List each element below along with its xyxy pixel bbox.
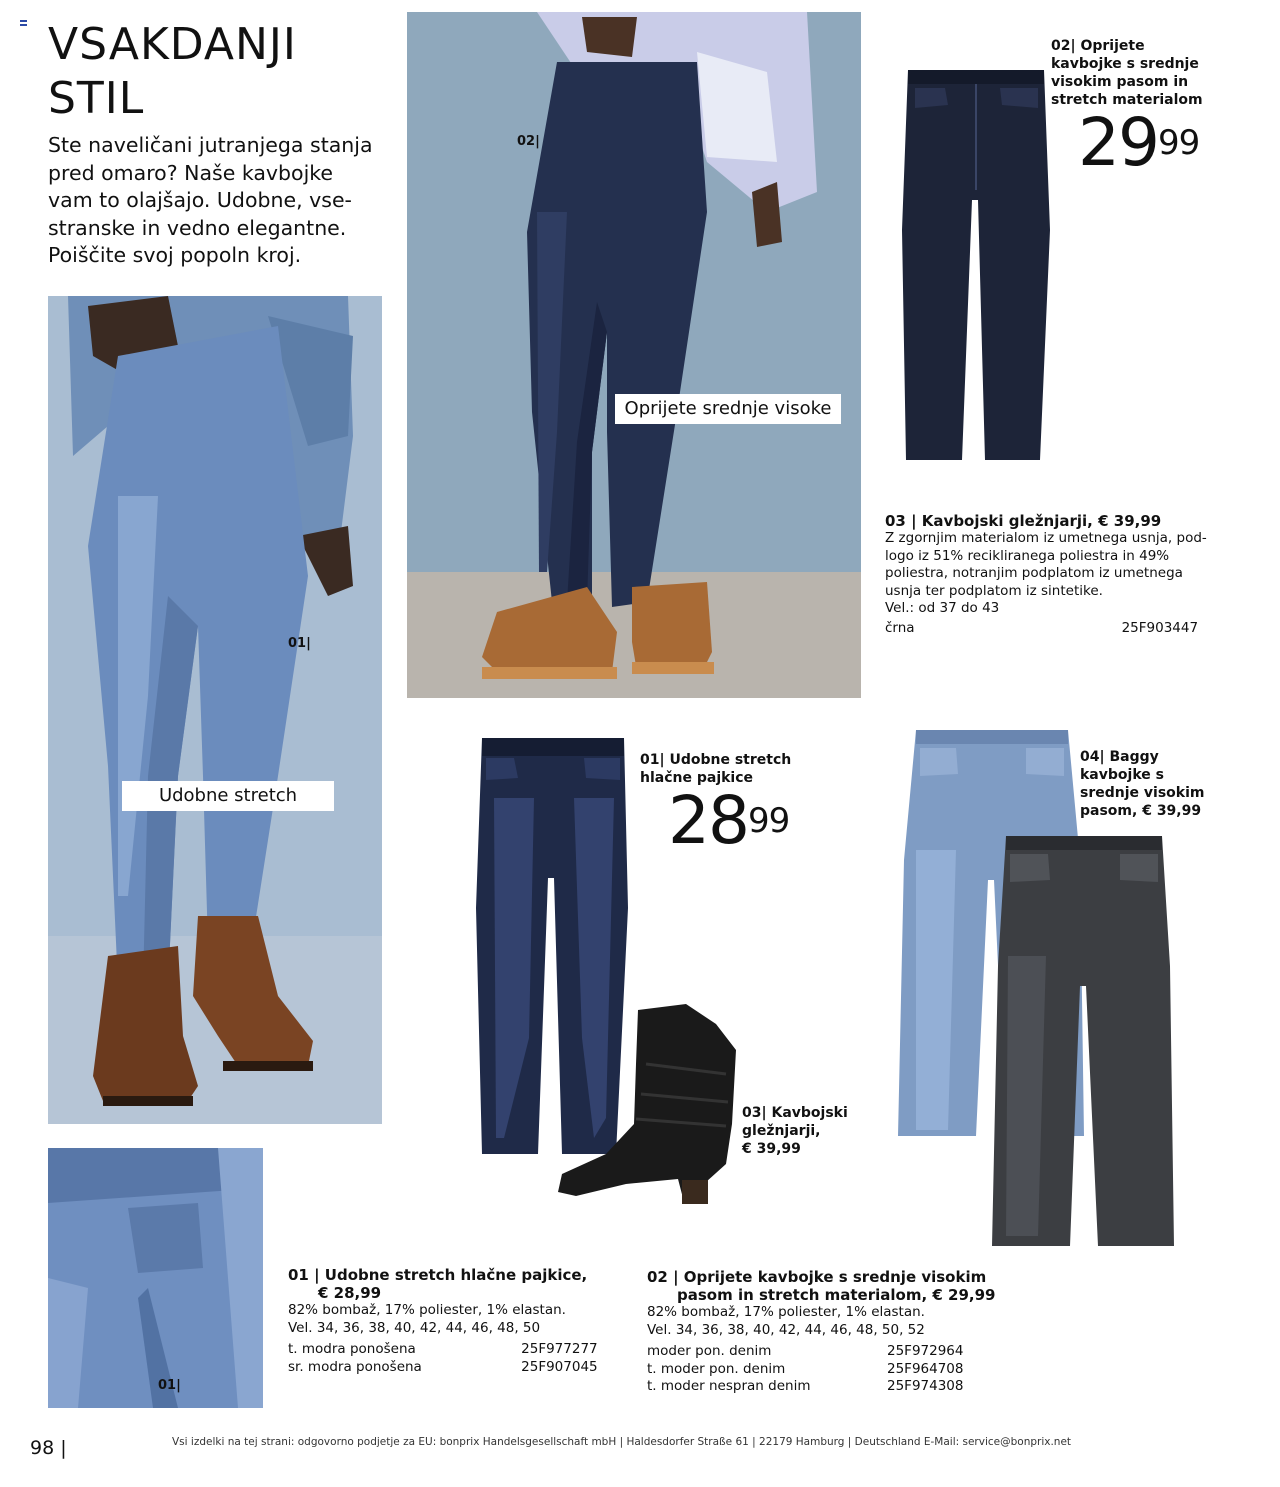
caption-line: kavbojke s	[1080, 767, 1164, 783]
cowboy-boot-image	[556, 1004, 740, 1208]
product-image-baggy-jeans-grey	[992, 836, 1176, 1246]
detail-line: Vel.: od 37 do 43	[885, 600, 1000, 616]
variant-code: 25F964708	[887, 1360, 964, 1377]
variant-row	[647, 1378, 1007, 1396]
price-main: 29	[1078, 104, 1158, 181]
product-02-caption	[1051, 37, 1221, 109]
variant-code: 25F977277	[521, 1341, 598, 1357]
photo-leggings-back-detail-image	[48, 1148, 263, 1408]
variant-code: 25F972964	[887, 1343, 964, 1359]
product-image-cowboy-boot	[556, 1004, 740, 1208]
page-title-line: STIL	[48, 73, 145, 124]
detail-line: Z zgornjim materialom iz umetnega usnja, pod-	[885, 530, 1207, 546]
product-02-price	[1078, 104, 1200, 181]
detail-line: usnja ter podplatom iz sintetike.	[885, 582, 1103, 599]
variant-name: črna	[885, 619, 915, 636]
detail-line: 82% bombaž, 17% poliester, 1% elastan.	[647, 1304, 925, 1320]
price-cents: 99	[1157, 123, 1200, 163]
photo-model-skinny-jeans-image	[407, 12, 861, 698]
page-title-line: VSAKDANJI	[48, 19, 297, 70]
variant-row	[288, 1341, 628, 1359]
photo-overlay-label: Oprijete srednje visoke	[615, 394, 841, 424]
price-main: 28	[668, 782, 748, 859]
detail-title-sub: pasom in stretch materialom, € 29,99	[677, 1286, 996, 1304]
product-image-skinny-jeans	[900, 70, 1052, 460]
variant-name: t. moder pon. denim	[647, 1360, 786, 1377]
detail-line: Vel. 34, 36, 38, 40, 42, 44, 46, 48, 50	[288, 1319, 541, 1336]
detail-block-01	[288, 1266, 628, 1376]
caption-line: stretch materialom	[1051, 92, 1203, 108]
page-number: 98 |	[30, 1437, 67, 1459]
caption-line: pasom, € 39,99	[1080, 803, 1202, 819]
flag-mark	[20, 20, 27, 26]
product-01-price	[668, 782, 790, 859]
variant-name: sr. modra ponošena	[288, 1358, 422, 1375]
detail-line: 82% bombaž, 17% poliester, 1% elastan.	[288, 1302, 566, 1318]
detail-title	[647, 1268, 1007, 1304]
product-03-caption	[742, 1104, 852, 1158]
detail-title: 03 | Kavbojski gležnjarji, € 39,99	[885, 512, 1162, 530]
caption-line: gležnjarji,	[742, 1123, 821, 1139]
intro-text: Ste naveličani jutranjega stanja pred omaro? Naše kavbojke vam to olajšajo. Udobne, vse-stranske in vedno elegantne. Poiščite svoj popoln kroj.	[48, 133, 373, 267]
caption-line: 01| Udobne stretch	[640, 752, 792, 768]
baggy-jeans-grey-image	[992, 836, 1176, 1246]
detail-line: poliestra, notranjim podplatom iz umetnega	[885, 565, 1183, 581]
variant-name: t. modra ponošena	[288, 1341, 416, 1357]
variant-code: 25F903447	[1121, 619, 1199, 636]
detail-block-02	[647, 1268, 1007, 1396]
page-title	[48, 18, 368, 126]
photo-number-label: 01|	[288, 636, 311, 651]
caption-line: srednje visokim	[1080, 785, 1205, 801]
variant-name: moder pon. denim	[647, 1343, 772, 1359]
caption-line: visokim pasom in	[1051, 74, 1189, 90]
photo-leggings-back-detail	[48, 1148, 263, 1408]
variant-row	[288, 1359, 628, 1377]
price-cents: 99	[747, 801, 790, 841]
photo-model-skinny-jeans	[407, 12, 861, 698]
detail-title	[288, 1266, 628, 1302]
variant-row	[885, 620, 1230, 638]
photo-number-label: 02|	[517, 134, 540, 149]
detail-title-main: 02 | Oprijete kavbojke s srednje visokim	[647, 1268, 987, 1286]
caption-line: € 39,99	[742, 1141, 801, 1157]
detail-block-03	[885, 512, 1230, 637]
caption-line: hlačne pajkice	[640, 770, 754, 786]
product-04-caption	[1080, 748, 1220, 820]
detail-title-sub: € 28,99	[318, 1284, 382, 1302]
photo-model-leggings-image	[48, 296, 382, 1124]
detail-line: logo iz 51% recikliranega poliestra in 49%	[885, 547, 1170, 564]
variant-code: 25F907045	[521, 1358, 598, 1375]
variant-row	[647, 1361, 1007, 1379]
legal-footer: Vsi izdelki na tej strani: odgovorno podjetje za EU: bonprix Handelsgesellschaft mbH | Haldesdorfer Straße 61 | 22179 Hamburg | Deutschland E-Mail: service@bonprix.net	[172, 1436, 1072, 1448]
detail-line: Vel. 34, 36, 38, 40, 42, 44, 46, 48, 50, 52	[647, 1321, 925, 1338]
photo-model-leggings	[48, 296, 382, 1124]
photo-overlay-label: Udobne stretch	[122, 781, 334, 811]
skinny-jeans-image	[900, 70, 1052, 460]
caption-line: 02| Oprijete	[1051, 38, 1145, 54]
variant-row	[647, 1343, 1007, 1361]
photo-number-label: 01|	[158, 1378, 181, 1393]
caption-line: kavbojke s srednje	[1051, 56, 1199, 72]
variant-code: 25F974308	[887, 1378, 964, 1394]
caption-line: 04| Baggy	[1080, 749, 1159, 765]
variant-name: t. moder nespran denim	[647, 1378, 811, 1394]
caption-line: 03| Kavbojski	[742, 1105, 848, 1121]
detail-title-main: 01 | Udobne stretch hlačne pajkice,	[288, 1266, 588, 1284]
